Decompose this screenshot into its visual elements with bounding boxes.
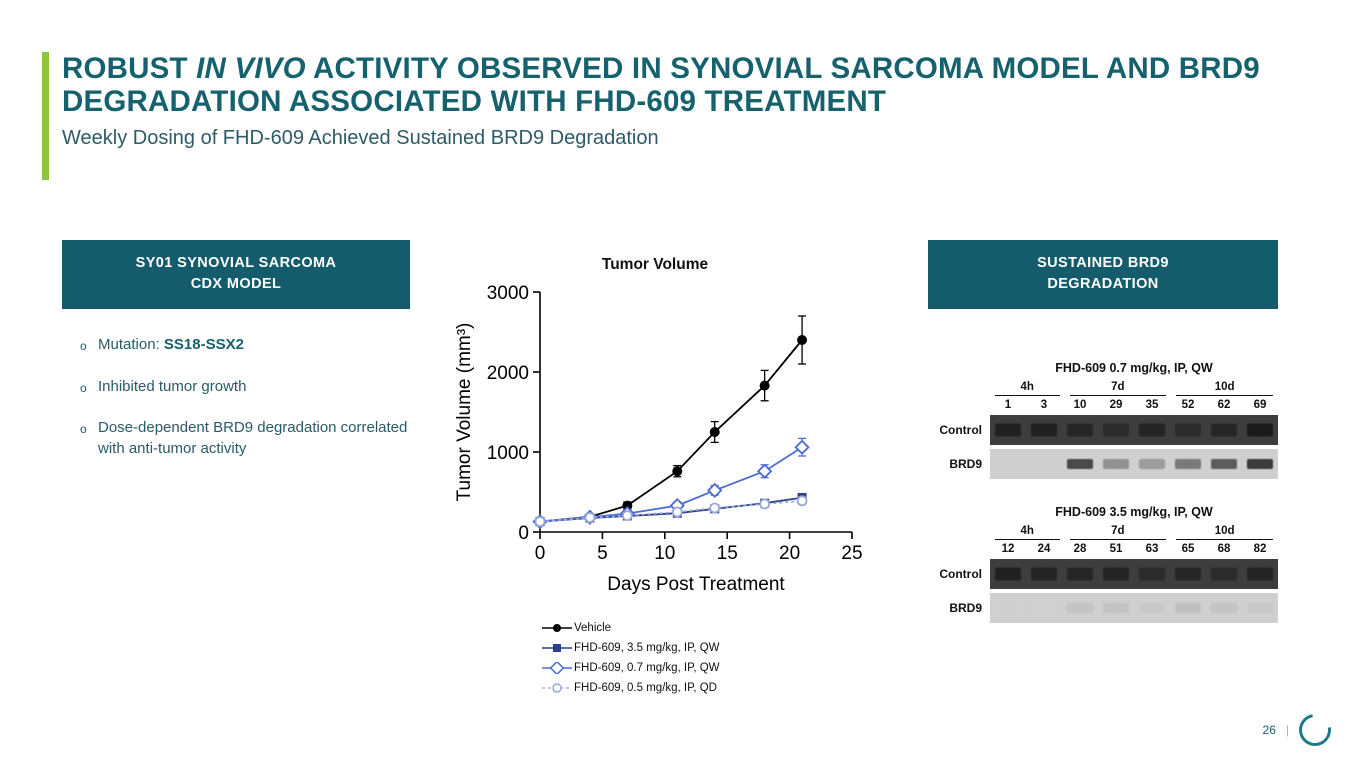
- blot-band: [1247, 459, 1274, 469]
- left-panel-heading-line2: CDX MODEL: [190, 276, 282, 292]
- bullet-marker: o: [80, 422, 87, 436]
- blot-timepoint-label: 4h: [995, 381, 1060, 396]
- svg-text:Tumor Volume (mm³): Tumor Volume (mm³): [454, 322, 475, 502]
- blot-timepoint-label: 10d: [1176, 525, 1273, 540]
- blot-timepoint-label: 7d: [1070, 525, 1167, 540]
- blot-band: [1067, 603, 1094, 613]
- blot-row: [928, 449, 1278, 479]
- left-panel-bullets: [62, 335, 410, 459]
- legend-item: [540, 638, 770, 658]
- blot-band: [1103, 568, 1130, 581]
- blot-lane-number: 28: [1073, 543, 1087, 555]
- blot-band: [1139, 424, 1166, 437]
- blot-timepoint: [995, 525, 1060, 540]
- western-blot-area: [928, 361, 1278, 623]
- legend-label: FHD-609, 0.7 mg/kg, IP, QW: [574, 662, 720, 674]
- blot-lane-number: 35: [1145, 399, 1159, 411]
- blot-band: [1139, 603, 1166, 613]
- left-panel-heading-line1: SY01 SYNOVIAL SARCOMA: [135, 255, 337, 271]
- legend-label: FHD-609, 0.5 mg/kg, IP, QD: [574, 682, 717, 694]
- blot-band: [1175, 568, 1202, 581]
- blot-strip: [990, 415, 1278, 445]
- blot-band: [1247, 568, 1274, 581]
- right-panel: [928, 240, 1278, 649]
- blot-lane-number: 63: [1145, 543, 1159, 555]
- blot-band: [1211, 424, 1238, 437]
- blot-row-label: BRD9: [949, 457, 982, 471]
- svg-text:Days Post Treatment: Days Post Treatment: [607, 574, 785, 595]
- legend-symbol-vehicle: [540, 622, 574, 634]
- blot-row-label: Control: [939, 567, 982, 581]
- blot-row-label: BRD9: [949, 601, 982, 615]
- blot-timepoint-label: 7d: [1070, 381, 1167, 396]
- blot-timepoint: [1070, 381, 1167, 396]
- title-part1: ROBUST: [62, 52, 197, 85]
- blot-timepoint: [1176, 525, 1273, 540]
- blot-strip: [990, 559, 1278, 589]
- blot-band: [1031, 459, 1058, 469]
- svg-text:0: 0: [518, 523, 529, 544]
- blot-timepoint-row: [990, 525, 1278, 540]
- legend-label: Vehicle: [574, 622, 612, 634]
- legend-symbol-05mgkg: [540, 682, 574, 694]
- blot-lane-numbers: [990, 543, 1278, 555]
- blot-band: [1067, 424, 1094, 437]
- legend-item: [540, 678, 770, 698]
- blot-block: [928, 505, 1278, 623]
- svg-text:15: 15: [716, 543, 738, 564]
- blot-lane-number: 24: [1037, 543, 1051, 555]
- blot-lane-number: 82: [1253, 543, 1267, 555]
- bullet-marker: o: [80, 380, 87, 395]
- blot-lane-number: 51: [1109, 543, 1123, 555]
- blot-row: [928, 593, 1278, 623]
- blot-row: [928, 559, 1278, 589]
- blot-lane-number: 62: [1217, 399, 1231, 411]
- slide-footer: [1263, 714, 1331, 746]
- blot-row-label: Control: [939, 423, 982, 437]
- blot-strip: [990, 593, 1278, 623]
- list-item: [62, 418, 410, 459]
- blot-band: [1247, 424, 1274, 437]
- page-subtitle: Weekly Dosing of FHD-609 Achieved Sustained BRD9 Degradation: [62, 127, 659, 149]
- blot-band: [1067, 459, 1094, 469]
- blot-band: [1211, 459, 1238, 469]
- chart-panel: [440, 240, 870, 700]
- blot-band: [1139, 568, 1166, 581]
- slide-header: [42, 52, 1292, 150]
- blot-band: [995, 424, 1022, 437]
- blot-lane-number: 65: [1181, 543, 1195, 555]
- blot-timepoint-label: 4h: [995, 525, 1060, 540]
- blot-band: [1175, 424, 1202, 437]
- svg-text:5: 5: [597, 543, 608, 564]
- blot-row: [928, 415, 1278, 445]
- page-number: 26: [1262, 723, 1276, 737]
- bullet-text: Inhibited tumor growth: [98, 377, 247, 395]
- blot-band: [1175, 459, 1202, 469]
- svg-text:0: 0: [534, 543, 546, 564]
- title-italic: IN VIVO: [196, 52, 306, 85]
- blot-band: [1103, 424, 1130, 437]
- blot-band: [1031, 424, 1058, 437]
- svg-text:25: 25: [841, 543, 863, 564]
- bullet-bold: SS18-SSX2: [163, 336, 244, 353]
- bullet-text: Mutation:: [98, 336, 164, 353]
- right-panel-heading-line2: DEGRADATION: [1047, 276, 1159, 292]
- blot-timepoint: [1176, 381, 1273, 396]
- blot-lane-number: 52: [1181, 399, 1195, 411]
- legend-symbol-35mgkg: [540, 642, 574, 654]
- svg-text:2000: 2000: [486, 363, 529, 384]
- right-panel-heading-line1: SUSTAINED BRD9: [1037, 255, 1169, 271]
- blot-timepoint-row: [990, 381, 1278, 396]
- blot-band: [1067, 568, 1094, 581]
- blot-lane-number: 3: [1040, 399, 1048, 411]
- left-panel-heading: [62, 240, 410, 309]
- footer-separator: |: [1285, 723, 1289, 737]
- chart-plot-area: [440, 274, 870, 614]
- bullet-text: Dose-dependent BRD9 degradation correlated with anti-tumor activity: [98, 419, 408, 457]
- svg-text:20: 20: [779, 543, 801, 564]
- svg-text:3000: 3000: [486, 283, 529, 304]
- blot-band: [1211, 603, 1238, 613]
- blot-band: [1247, 603, 1274, 613]
- blot-band: [1031, 603, 1058, 613]
- blot-band: [1031, 568, 1058, 581]
- blot-lane-number: 10: [1073, 399, 1087, 411]
- blot-band: [1139, 459, 1166, 469]
- list-item: [62, 377, 410, 398]
- right-panel-heading: [928, 240, 1278, 309]
- blot-timepoint-label: 10d: [1176, 381, 1273, 396]
- blot-band: [1103, 603, 1130, 613]
- blot-timepoint: [1070, 525, 1167, 540]
- blot-title: FHD-609 3.5 mg/kg, IP, QW: [1055, 505, 1213, 519]
- blot-band: [1103, 459, 1130, 469]
- page-title: [62, 52, 1292, 118]
- bullet-marker: o: [80, 339, 87, 353]
- blot-title: FHD-609 0.7 mg/kg, IP, QW: [1055, 361, 1213, 375]
- blot-band: [995, 603, 1022, 613]
- blot-timepoint: [995, 381, 1060, 396]
- blot-lane-number: 1: [1004, 399, 1012, 411]
- accent-bar: [42, 52, 49, 180]
- chart-legend: [540, 618, 770, 698]
- blot-block: [928, 361, 1278, 479]
- blot-band: [995, 568, 1022, 581]
- svg-text:1000: 1000: [486, 443, 529, 464]
- blot-strip: [990, 449, 1278, 479]
- tumor-volume-chart: [440, 274, 870, 614]
- blot-lane-number: 69: [1253, 399, 1267, 411]
- blot-lane-number: 12: [1001, 543, 1015, 555]
- list-item: [62, 335, 410, 356]
- left-panel: [62, 240, 410, 480]
- blot-band: [1211, 568, 1238, 581]
- chart-title: Tumor Volume: [601, 256, 709, 273]
- legend-label: FHD-609, 3.5 mg/kg, IP, QW: [574, 642, 720, 654]
- legend-symbol-07mgkg: [540, 662, 574, 674]
- blot-band: [995, 459, 1022, 469]
- svg-text:10: 10: [654, 543, 676, 564]
- blot-lane-number: 29: [1109, 399, 1123, 411]
- blot-lane-numbers: [990, 399, 1278, 411]
- blot-band: [1175, 603, 1202, 613]
- legend-item: [540, 618, 770, 638]
- blot-lane-number: 68: [1217, 543, 1231, 555]
- legend-item: [540, 658, 770, 678]
- company-logo-icon: [1293, 708, 1338, 753]
- title-part2: ACTIVITY OBSERVED IN SYNOVIAL SARCOMA MODEL AND BRD9 DEGRADATION ASSOCIATED WITH FHD-609 TREATMENT: [62, 52, 1260, 118]
